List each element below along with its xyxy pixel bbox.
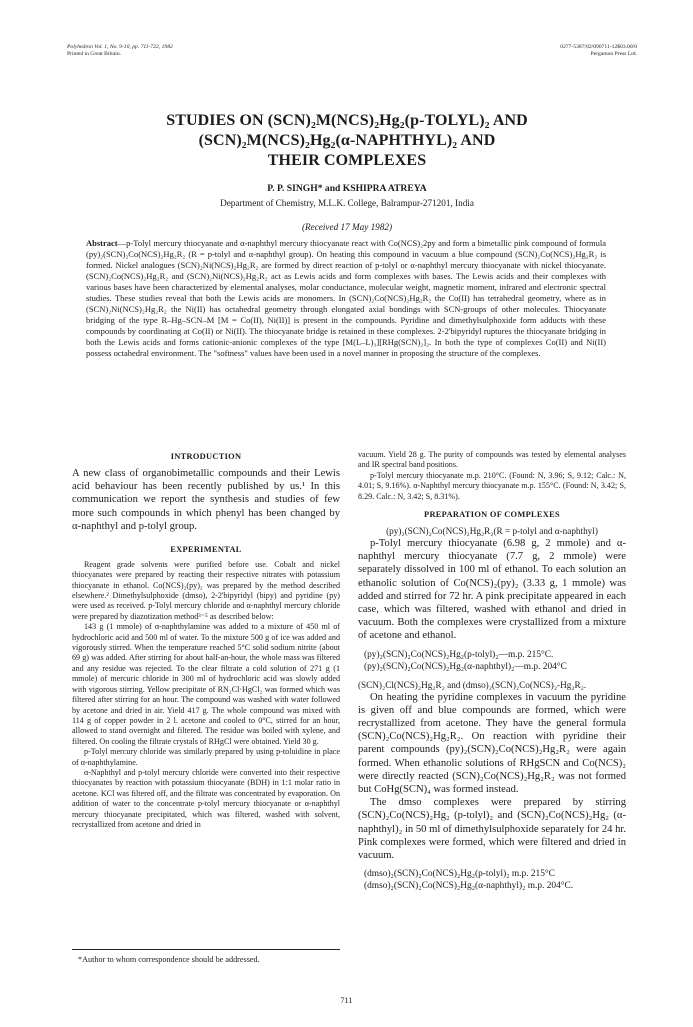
authors: P. P. SINGH* and KSHIPRA ATREYA (267, 183, 427, 194)
left-column (72, 450, 340, 830)
footnote-rule (72, 949, 340, 950)
publisher-line: Pergamon Press Ltd. (590, 51, 637, 57)
subsection-dmso-complexes: (SCN)₂Cl(NCS)₂Hg₂R₂ and (dmso)₂(SCN)₂Co(NCS)₂-Hg₂R₂. (358, 679, 587, 690)
journal-citation (67, 44, 173, 58)
issn-code-line: 0277-5387/82/090711-12$03.00/0 (560, 44, 637, 50)
title-line-1: STUDIES ON (SCN)₂M(NCS)₂Hg₂(p-TOLYL)₂ AND (166, 112, 528, 129)
formula-line-1: (py)₂(SCN)₂Co(NCS)₂Hg₂(p-tolyl)₂—m.p. 215°C. (364, 649, 554, 660)
experimental-heading: EXPERIMENTAL (170, 544, 242, 554)
affiliation: Department of Chemistry, M.L.K. College, Balrampur-271201, India (220, 198, 474, 208)
paper-title (60, 111, 634, 171)
formula-line-3: (dmso)₂(SCN)₂Co(NCS)₂Hg₂(p-tolyl)₂ m.p. 215°C (364, 869, 555, 880)
heating-paragraph: On heating the pyridine complexes in vacuum the pyridine is given off and blue compounds are formed, which were recrystallized from acetone. They have the general formula (SCN)₂Co(NCS)₂Hg₂R₂. On reaction with pyridine their parent compounds (py)₂(SCN)₂Co(NCS)₂Hg₂R₂ were again formed. When ethanolic solutions of RHgSCN and Co(NCS)₂ were directly reacted (SCN)₂Co(NCS)₂Hg₂R₂ was not formed but CoHg(SCN)₄ was formed instead. (358, 691, 626, 795)
formula-line-4: (dmso)₂(SCN)₂Co(NCS)₂Hg₂(α-naphthyl)₂ m.p. 204°C. (364, 881, 574, 892)
preparation-paragraph: p-Tolyl mercury thiocyanate (6.98 g, 2 mmole) and α-naphthyl mercury thiocyanate (7.7 g, 2 mmole) were separately dissolved in 100 ml of ethanol. To each solution an ethanolic solution of Co(NCS)₂(py)₂ (3.33 g, 1 mmole) was added and stirred for 72 hr. A pink precipitate appeared in each case, which was filtered, washed with ethanol and dried in vacuum. Both the complexes were crystallized from a mixture of acetone and ethanol. (358, 537, 626, 642)
abstract-text: —p-Tolyl mercury thiocyanate and α-naphthyl mercury thiocyanate react with Co(NCS)₂2py and form a bimetallic pink compound of formula (py)₂(SCN)₂Co(NCS)₂Hg₂R₂ (R = p-tolyl and α-naphthyl group). On heating this compound in vacuum a blue compound (SCN)₂Co(NCS)₂Hg₂R₂ is formed. Nickel analogues (SCN)₂Ni(NCS)₂Hg₂R₂ are formed by direct reaction of p-tolyl or α-naphthyl mercury thiocyanate with nickel thiocyanate. (SCN)₂Co(NCS)₂Hg₂R₂ and (SCN)₂Ni(NCS)₂Hg₂R₂ act as Lewis acids and form complexes with bases. The Lewis acids and their complexes with various bases have been characterized by elemental analyses, molar conductance, molecular weight, magnetic moment, infrared and electronic spectral studies. These studies reveal that both the Lewis acids are monomers. In (SCN)₂Co(NCS)₂Hg₂R₂ the Co(II) has tetrahedral geometry, where as in (SCN)₂Ni(NCS)₂Hg₂R₂ the Ni(II) has octahedral geometry through elongated axial bondings with SCN-groups of other molecules. Thiocyanate bridging of the type R–Hg–SCN–M [M = Co(II), Ni(II)] is present in the compounds. Pyridine and dimethylsulphoxide form adducts with these compounds by coordinating at Co(II) or Ni(II). The thiocyanate bridge is retained in these complexes. 2-2'bipyridyl ruptures the thiocyanate bridging in both the Lewis acids and forms cationic-anionic complexes of the type [M(L–L)₃][RHg(SCN)₂]₂. In both the type of complexes Co(II) and Ni(II) possess octahedral environment. The "softness" values have been used in a novel manner in proposing the structure of the complexes. (86, 238, 606, 358)
page-number: 711 (340, 996, 353, 1005)
dmso-paragraph: The dmso complexes were prepared by stirring (SCN)₂Co(NCS)₂Hg₂ (p-tolyl)₂ and (SCN)₂Co(NCS)₂Hg₂ (α-naphthyl)₂ in 50 ml of dimethylsulphoxide separately for 24 hr. Pink complexes were formed, which were filtered and dried in vacuum. (358, 797, 626, 861)
title-line-2: (SCN)₂M(NCS)₂Hg₂(α-NAPHTHYL)₂ AND (198, 132, 496, 149)
footnote: *Author to whom correspondence should be addressed. (78, 955, 260, 964)
introduction-heading: INTRODUCTION (170, 452, 242, 461)
experimental-paragraph-2: 143 g (1 mmole) of α-naphthylamine was added to a mixture of 450 ml of hydrochloric acid and 500 ml of water. To the mixture 500 g of ice was added and vigorously stirred. When the temperature reached 5°C solid sodium nitrite (about 69 g) was added. After stirring for about half-an-hour, the whole mass was filtered and any residue was rejected. To the clear filtrate a cold solution of 271 g (1 mmole) of mercuric chloride in 300 ml of hydrochloric acid was slowly added with vigorous stirring. Yellow precipitate of RN₂Cl·HgCl₂ was formed which was filtered after stirring for an hour. The compound was washed with water followed by acetone and dried in air. Yield 417 g. The whole compound was mixed with 114 g of copper powder in 2 l. acetone and cooled to 0°C, stirred for an hour, allowed to stand overnight and filtered. The residue was boiled with xylene, and filtered. On cooling the filtrate crystals of RHgCl were obtained. Yield 30 g. (72, 622, 340, 746)
melting-point-paragraph: p-Tolyl mercury thiocyanate m.p. 210°C. (Found: N, 3.96; S, 9.12; Calc.: N, 4.01; S, 9.16%). α-Naphthyl mercury thiocyanate m.p. 155°C. (Found: N, 3.42; S, 8.29. Calc.: N, 3.42; S, 8.31%). (358, 470, 626, 501)
introduction-text: A new class of organobimetallic compounds and their Lewis acid behaviour has been recently published by us.¹ In this communication we report the synthesis and studies of few more such compounds in which phenyl has been changed by α-naphthyl and p-tolyl group. (72, 467, 340, 532)
formula-line-2: (py)₂(SCN)₂Co(NCS)₂Hg₂(α-naphthyl)₂—m.p. 204°C (364, 661, 567, 672)
experimental-paragraph-3: p-Tolyl mercury chloride was similarly prepared by using p-toluidine in place of α-naphthylamine. (72, 747, 340, 767)
title-line-3: THEIR COMPLEXES (267, 152, 427, 169)
experimental-paragraph-4: α-Naphthyl and p-tolyl mercury chloride were converted into their respective thiocyanates by reaction with potassium thiocyanate (BDH) in 1:1 molar ratio in acetone. KCl was filtered off, and the filtrate was concentrated by evaporation. On addition of water to the concentrate p-tolyl mercury thiocyanate or α-naphthyl mercury thiocyanate precipitated, which was filtered, washed with solvent, recrystallized from acetone and dried in (72, 767, 340, 829)
purity-paragraph: vacuum. Yield 28 g. The purity of compounds was tested by elemental analyses and IR spectral band positions. (358, 450, 626, 470)
preparation-heading: PREPARATION OF COMPLEXES (424, 510, 560, 520)
received-date: (Received 17 May 1982) (301, 222, 393, 232)
subsection-pyridine-complexes: (py)₂(SCN)₂Co(NCS)₂Hg₂R₂(R = p-tolyl and α-naphthyl) (386, 525, 598, 536)
experimental-paragraph-1: Reagent grade solvents were purified before use. Cobalt and nickel thiocyanates were prepared by reacting their respective nitrates with potassium thiocyanate in ethanol. Co(NCS)₂(py)₂ was prepared by the method described elsewhere.² Dimethylsulphoxide (dmso), 2-2'bipyridyl (bipy) and pyridine (py) were used as received. p-Tolyl mercury chloride and α-naphthyl mercury chloride were prepared by diazotization method³⁻⁵ as described below: (72, 559, 340, 621)
journal-citation-line: Polyhedron Vol. 1, No. 9-10, pp. 711-722, 1982 (67, 44, 173, 50)
abstract (86, 238, 606, 359)
abstract-label: Abstract (86, 238, 118, 248)
publisher-code (560, 44, 637, 58)
printed-in-line: Printed in Great Britain. (67, 51, 122, 57)
right-column (358, 450, 626, 892)
